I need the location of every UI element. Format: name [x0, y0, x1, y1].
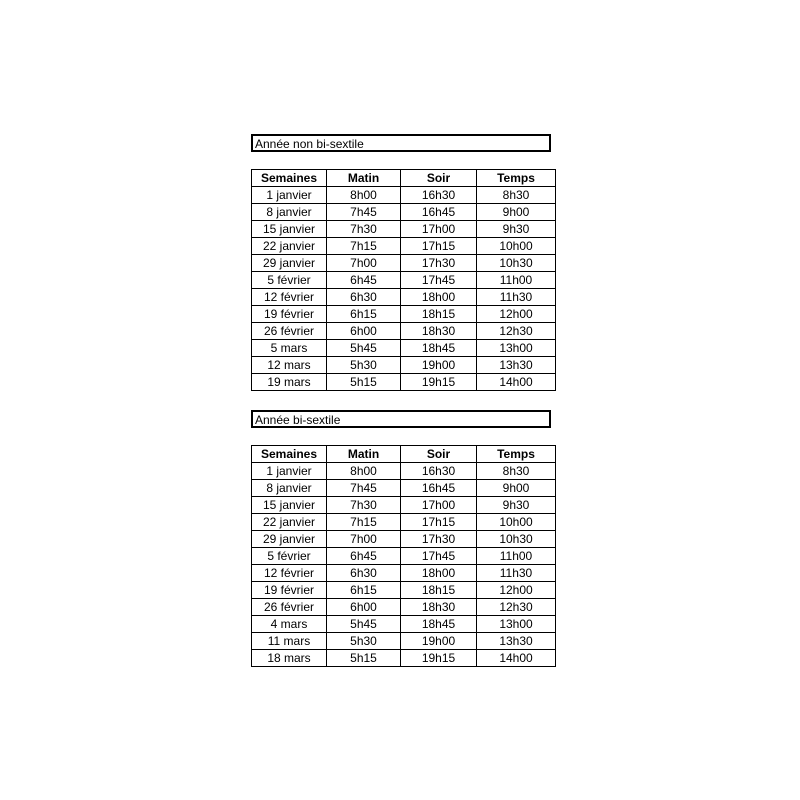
table-cell: 9h00 — [477, 204, 556, 221]
table-row — [252, 616, 556, 633]
table-cell: 7h45 — [327, 204, 401, 221]
column-header: Semaines — [252, 170, 327, 187]
table-cell: 16h30 — [401, 187, 477, 204]
table-row — [252, 531, 556, 548]
table-row — [252, 650, 556, 667]
table-cell: 15 janvier — [252, 221, 327, 238]
table-cell: 29 janvier — [252, 531, 327, 548]
table-cell: 5h30 — [327, 633, 401, 650]
table-cell: 9h30 — [477, 497, 556, 514]
table-cell: 5h15 — [327, 650, 401, 667]
table-row — [252, 340, 556, 357]
table-row — [252, 204, 556, 221]
table-cell: 13h30 — [477, 633, 556, 650]
table-row — [252, 323, 556, 340]
table-cell: 6h45 — [327, 548, 401, 565]
table-row — [252, 306, 556, 323]
table-cell: 17h45 — [401, 548, 477, 565]
table-cell: 14h00 — [477, 650, 556, 667]
table-cell: 5h45 — [327, 616, 401, 633]
table-row — [252, 582, 556, 599]
table-cell: 11h30 — [477, 289, 556, 306]
table-cell: 7h15 — [327, 514, 401, 531]
table-cell: 17h30 — [401, 531, 477, 548]
table-cell: 16h45 — [401, 204, 477, 221]
table-cell: 1 janvier — [252, 463, 327, 480]
table-cell: 19 mars — [252, 374, 327, 391]
table-cell: 11 mars — [252, 633, 327, 650]
table-cell: 12h00 — [477, 306, 556, 323]
table-cell: 6h00 — [327, 599, 401, 616]
table-cell: 17h45 — [401, 272, 477, 289]
section-title-non-bisextile: Année non bi-sextile — [251, 134, 551, 152]
column-header: Matin — [327, 446, 401, 463]
table-cell: 18h15 — [401, 306, 477, 323]
table-non-bisextile — [251, 169, 556, 391]
column-header: Matin — [327, 170, 401, 187]
table-cell: 7h30 — [327, 497, 401, 514]
table-cell: 5 février — [252, 272, 327, 289]
table-cell: 5h30 — [327, 357, 401, 374]
table-row — [252, 221, 556, 238]
table-cell: 7h00 — [327, 255, 401, 272]
table-cell: 16h45 — [401, 480, 477, 497]
table-cell: 10h00 — [477, 238, 556, 255]
table-cell: 18 mars — [252, 650, 327, 667]
table-cell: 12 février — [252, 289, 327, 306]
table-cell: 26 février — [252, 323, 327, 340]
table-cell: 10h30 — [477, 255, 556, 272]
table-cell: 7h00 — [327, 531, 401, 548]
table-row — [252, 599, 556, 616]
table-row — [252, 238, 556, 255]
column-header: Semaines — [252, 446, 327, 463]
table-cell: 17h00 — [401, 497, 477, 514]
table-cell: 17h30 — [401, 255, 477, 272]
table-cell: 13h00 — [477, 616, 556, 633]
table-cell: 5h45 — [327, 340, 401, 357]
table-cell: 12h30 — [477, 599, 556, 616]
table-cell: 6h15 — [327, 306, 401, 323]
table-row — [252, 497, 556, 514]
table-cell: 19h15 — [401, 374, 477, 391]
column-header: Temps — [477, 170, 556, 187]
table-cell: 18h00 — [401, 565, 477, 582]
table-cell: 5 mars — [252, 340, 327, 357]
table-cell: 5 février — [252, 548, 327, 565]
table-row — [252, 633, 556, 650]
table-cell: 9h30 — [477, 221, 556, 238]
table-row — [252, 255, 556, 272]
table-cell: 22 janvier — [252, 238, 327, 255]
table-cell: 12h00 — [477, 582, 556, 599]
table-cell: 19 février — [252, 582, 327, 599]
table-cell: 15 janvier — [252, 497, 327, 514]
table-cell: 6h30 — [327, 565, 401, 582]
table-row — [252, 548, 556, 565]
section-bisextile — [251, 410, 551, 665]
table-cell: 8h00 — [327, 187, 401, 204]
table-cell: 17h15 — [401, 514, 477, 531]
table-cell: 13h30 — [477, 357, 556, 374]
table-cell: 11h00 — [477, 548, 556, 565]
table-cell: 7h30 — [327, 221, 401, 238]
table-bisextile — [251, 445, 556, 667]
table-cell: 17h00 — [401, 221, 477, 238]
table-cell: 8h30 — [477, 463, 556, 480]
table-cell: 7h15 — [327, 238, 401, 255]
column-header: Soir — [401, 170, 477, 187]
table-cell: 26 février — [252, 599, 327, 616]
table-cell: 4 mars — [252, 616, 327, 633]
table-row — [252, 289, 556, 306]
table-cell: 14h00 — [477, 374, 556, 391]
table-cell: 18h30 — [401, 323, 477, 340]
table-row — [252, 565, 556, 582]
table-cell: 16h30 — [401, 463, 477, 480]
table-cell: 22 janvier — [252, 514, 327, 531]
table-cell: 11h30 — [477, 565, 556, 582]
table-cell: 19h15 — [401, 650, 477, 667]
table-row — [252, 357, 556, 374]
header-row — [252, 170, 556, 187]
table-cell: 12h30 — [477, 323, 556, 340]
header-row — [252, 446, 556, 463]
table-cell: 18h45 — [401, 340, 477, 357]
table-cell: 19h00 — [401, 357, 477, 374]
table-cell: 10h00 — [477, 514, 556, 531]
table-cell: 8h00 — [327, 463, 401, 480]
table-cell: 8 janvier — [252, 480, 327, 497]
table-cell: 6h30 — [327, 289, 401, 306]
table-cell: 18h45 — [401, 616, 477, 633]
table-cell: 10h30 — [477, 531, 556, 548]
table-cell: 12 février — [252, 565, 327, 582]
table-cell: 18h15 — [401, 582, 477, 599]
column-header: Soir — [401, 446, 477, 463]
table-cell: 6h15 — [327, 582, 401, 599]
table-cell: 5h15 — [327, 374, 401, 391]
table-cell: 19h00 — [401, 633, 477, 650]
table-cell: 9h00 — [477, 480, 556, 497]
table-cell: 1 janvier — [252, 187, 327, 204]
table-row — [252, 272, 556, 289]
table-row — [252, 514, 556, 531]
table-row — [252, 187, 556, 204]
table-cell: 6h00 — [327, 323, 401, 340]
table-cell: 7h45 — [327, 480, 401, 497]
table-cell: 29 janvier — [252, 255, 327, 272]
table-cell: 13h00 — [477, 340, 556, 357]
table-row — [252, 463, 556, 480]
table-cell: 17h15 — [401, 238, 477, 255]
table-cell: 12 mars — [252, 357, 327, 374]
table-cell: 8h30 — [477, 187, 556, 204]
table-row — [252, 480, 556, 497]
table-cell: 19 février — [252, 306, 327, 323]
column-header: Temps — [477, 446, 556, 463]
table-cell: 18h30 — [401, 599, 477, 616]
section-title-bisextile: Année bi-sextile — [251, 410, 551, 428]
table-cell: 11h00 — [477, 272, 556, 289]
table-cell: 18h00 — [401, 289, 477, 306]
table-row — [252, 374, 556, 391]
table-cell: 8 janvier — [252, 204, 327, 221]
table-cell: 6h45 — [327, 272, 401, 289]
section-non-bisextile — [251, 134, 551, 389]
